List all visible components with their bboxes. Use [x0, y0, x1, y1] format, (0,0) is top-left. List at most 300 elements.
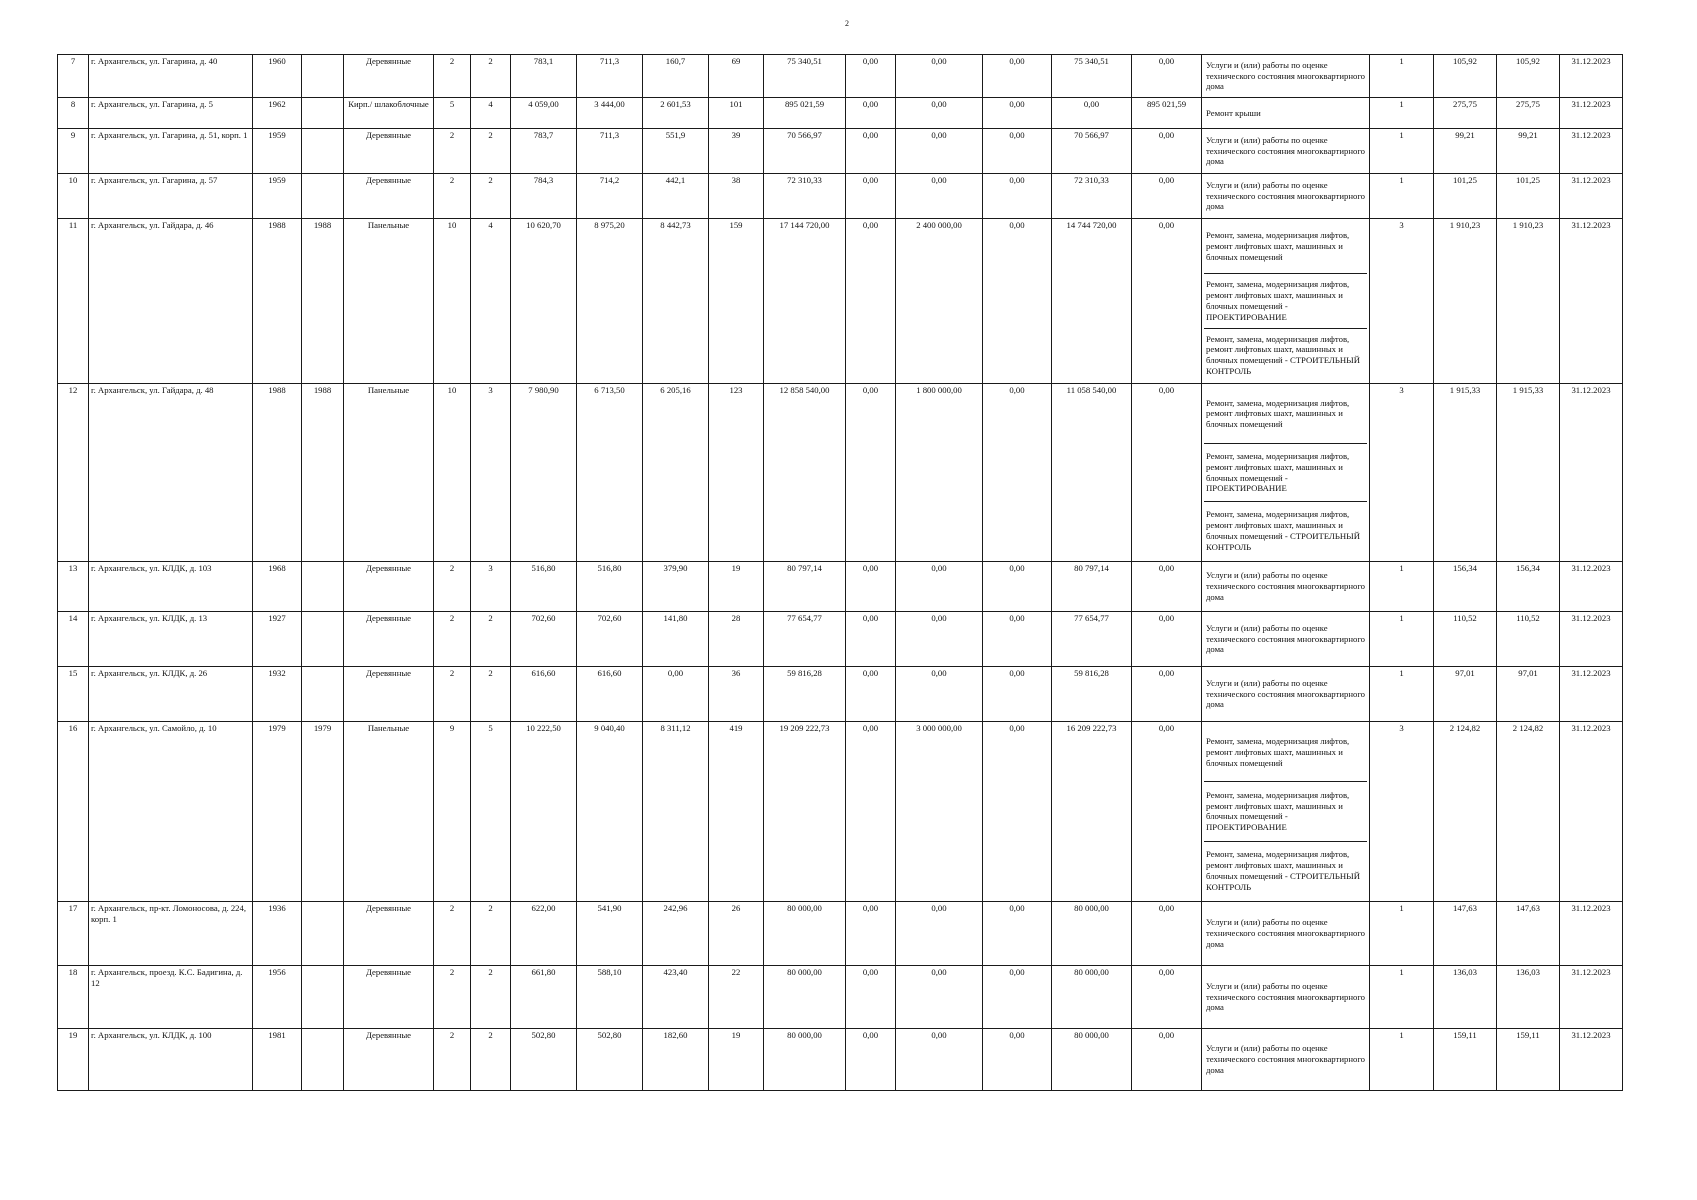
total-area-cell: 7 980,90 [511, 384, 577, 562]
work-type-item: Услуги и (или) работы по оценке технического состояния многоквартирного дома [1206, 570, 1366, 602]
total-cost-cell: 80 000,00 [764, 1029, 846, 1091]
other-funds-cell: 0,00 [1132, 562, 1202, 612]
unit-cost-cell: 147,63 [1434, 902, 1497, 966]
other-funds-cell: 0,00 [1132, 966, 1202, 1029]
fund-cell: 0,00 [846, 722, 896, 902]
work-type-item: Ремонт, замена, модернизация лифтов, ремонт лифтовых шахт, машинных и блочных помещений - ПРОЕКТИРОВАНИЕ [1204, 443, 1367, 502]
wall-material-cell: Кирп./ шлакоблочные [344, 98, 434, 129]
residents-cell: 69 [709, 55, 764, 98]
premises-area-cell: 3 444,00 [577, 98, 643, 129]
other-funds-cell: 0,00 [1132, 902, 1202, 966]
residents-cell: 39 [709, 129, 764, 174]
year-built-cell: 1960 [253, 55, 302, 98]
fund-cell: 0,00 [846, 1029, 896, 1091]
entrances-cell: 2 [471, 55, 511, 98]
floors-cell: 2 [434, 667, 471, 722]
fund-cell: 0,00 [846, 98, 896, 129]
local-budget-cell: 0,00 [983, 902, 1052, 966]
work-count-cell: 3 [1370, 384, 1434, 562]
other-funds-cell: 0,00 [1132, 1029, 1202, 1091]
regional-budget-cell: 3 000 000,00 [896, 722, 983, 902]
other-funds-cell: 0,00 [1132, 722, 1202, 902]
owners-funds-cell: 72 310,33 [1052, 174, 1132, 219]
regional-budget-cell: 0,00 [896, 174, 983, 219]
table-row [58, 902, 1623, 966]
table-row [58, 129, 1623, 174]
local-budget-cell: 0,00 [983, 219, 1052, 384]
regional-budget-cell: 0,00 [896, 612, 983, 667]
total-area-cell: 783,1 [511, 55, 577, 98]
regional-budget-cell: 0,00 [896, 562, 983, 612]
regional-budget-cell: 0,00 [896, 1029, 983, 1091]
row-number: 18 [58, 966, 89, 1029]
deadline-cell: 31.12.2023 [1560, 174, 1623, 219]
entrances-cell: 2 [471, 612, 511, 667]
fund-cell: 0,00 [846, 174, 896, 219]
work-count-cell: 1 [1370, 902, 1434, 966]
residents-cell: 123 [709, 384, 764, 562]
deadline-cell: 31.12.2023 [1560, 98, 1623, 129]
regional-budget-cell: 0,00 [896, 902, 983, 966]
wall-material-cell: Деревянные [344, 902, 434, 966]
entrances-cell: 2 [471, 902, 511, 966]
premises-area-cell: 702,60 [577, 612, 643, 667]
work-types-cell [1202, 174, 1370, 219]
total-cost-cell: 19 209 222,73 [764, 722, 846, 902]
floors-cell: 2 [434, 966, 471, 1029]
other-funds-cell: 0,00 [1132, 667, 1202, 722]
year-renovation-cell [302, 902, 344, 966]
work-type-item: Услуги и (или) работы по оценке технического состояния многоквартирного дома [1206, 622, 1366, 655]
unit-cost-cell: 275,75 [1434, 98, 1497, 129]
fund-cell: 0,00 [846, 902, 896, 966]
regional-budget-cell: 0,00 [896, 966, 983, 1029]
total-area-cell: 661,80 [511, 966, 577, 1029]
floors-cell: 2 [434, 1029, 471, 1091]
wall-material-cell: Деревянные [344, 1029, 434, 1091]
unit-cost-cell: 1 915,33 [1434, 384, 1497, 562]
limit-cost-cell: 159,11 [1497, 1029, 1560, 1091]
work-type-item: Ремонт, замена, модернизация лифтов, ремонт лифтовых шахт, машинных и блочных помещений - ПРОЕКТИРОВАНИЕ [1204, 781, 1367, 840]
residents-cell: 26 [709, 902, 764, 966]
entrances-cell: 3 [471, 384, 511, 562]
address-cell: г. Архангельск, ул. Гайдара, д. 46 [89, 219, 253, 384]
unit-cost-cell: 136,03 [1434, 966, 1497, 1029]
limit-cost-cell: 2 124,82 [1497, 722, 1560, 902]
row-number: 19 [58, 1029, 89, 1091]
work-types-cell [1202, 562, 1370, 612]
owners-funds-cell: 80 797,14 [1052, 562, 1132, 612]
local-budget-cell: 0,00 [983, 98, 1052, 129]
unit-cost-cell: 156,34 [1434, 562, 1497, 612]
capital-repair-table [57, 54, 1623, 1091]
other-funds-cell: 895 021,59 [1132, 98, 1202, 129]
residents-cell: 101 [709, 98, 764, 129]
wall-material-cell: Деревянные [344, 612, 434, 667]
entrances-cell: 2 [471, 129, 511, 174]
table-row [58, 55, 1623, 98]
local-budget-cell: 0,00 [983, 129, 1052, 174]
work-type-item: Ремонт, замена, модернизация лифтов, ремонт лифтовых шахт, машинных и блочных помещений - СТРОИТЕЛЬНЫЙ КОНТРОЛЬ [1204, 841, 1367, 900]
total-cost-cell: 59 816,28 [764, 667, 846, 722]
premises-area-cell: 714,2 [577, 174, 643, 219]
unit-cost-cell: 105,92 [1434, 55, 1497, 98]
work-count-cell: 1 [1370, 612, 1434, 667]
fund-cell: 0,00 [846, 562, 896, 612]
premises-area-cell: 711,3 [577, 55, 643, 98]
residents-cell: 38 [709, 174, 764, 219]
residential-area-cell: 182,60 [643, 1029, 709, 1091]
unit-cost-cell: 110,52 [1434, 612, 1497, 667]
year-built-cell: 1927 [253, 612, 302, 667]
table-row [58, 612, 1623, 667]
wall-material-cell: Деревянные [344, 562, 434, 612]
premises-area-cell: 502,80 [577, 1029, 643, 1091]
residential-area-cell: 2 601,53 [643, 98, 709, 129]
total-cost-cell: 72 310,33 [764, 174, 846, 219]
local-budget-cell: 0,00 [983, 55, 1052, 98]
limit-cost-cell: 97,01 [1497, 667, 1560, 722]
address-cell: г. Архангельск, пр-кт. Ломоносова, д. 224, корп. 1 [89, 902, 253, 966]
other-funds-cell: 0,00 [1132, 174, 1202, 219]
address-cell: г. Архангельск, ул. КЛДК, д. 103 [89, 562, 253, 612]
total-area-cell: 516,80 [511, 562, 577, 612]
total-area-cell: 616,60 [511, 667, 577, 722]
unit-cost-cell: 101,25 [1434, 174, 1497, 219]
year-renovation-cell [302, 174, 344, 219]
limit-cost-cell: 136,03 [1497, 966, 1560, 1029]
entrances-cell: 2 [471, 1029, 511, 1091]
total-cost-cell: 17 144 720,00 [764, 219, 846, 384]
work-types-cell [1202, 384, 1370, 562]
total-area-cell: 10 222,50 [511, 722, 577, 902]
owners-funds-cell: 16 209 222,73 [1052, 722, 1132, 902]
work-count-cell: 1 [1370, 129, 1434, 174]
year-built-cell: 1968 [253, 562, 302, 612]
year-built-cell: 1956 [253, 966, 302, 1029]
work-types-cell [1202, 98, 1370, 129]
year-renovation-cell [302, 129, 344, 174]
entrances-cell: 5 [471, 722, 511, 902]
work-type-item: Ремонт, замена, модернизация лифтов, ремонт лифтовых шахт, машинных и блочных помещений [1206, 230, 1350, 263]
floors-cell: 5 [434, 98, 471, 129]
work-count-cell: 1 [1370, 1029, 1434, 1091]
table-row [58, 667, 1623, 722]
work-count-cell: 3 [1370, 722, 1434, 902]
total-area-cell: 4 059,00 [511, 98, 577, 129]
address-cell: г. Архангельск, ул. Гайдара, д. 48 [89, 384, 253, 562]
local-budget-cell: 0,00 [983, 612, 1052, 667]
work-type-item: Услуги и (или) работы по оценке технического состояния многоквартирного дома [1206, 980, 1366, 1013]
row-number: 14 [58, 612, 89, 667]
row-number: 15 [58, 667, 89, 722]
other-funds-cell: 0,00 [1132, 55, 1202, 98]
owners-funds-cell: 0,00 [1052, 98, 1132, 129]
floors-cell: 9 [434, 722, 471, 902]
row-number: 17 [58, 902, 89, 966]
address-cell: г. Архангельск, ул. Гагарина, д. 57 [89, 174, 253, 219]
owners-funds-cell: 80 000,00 [1052, 902, 1132, 966]
row-number: 13 [58, 562, 89, 612]
owners-funds-cell: 75 340,51 [1052, 55, 1132, 98]
local-budget-cell: 0,00 [983, 667, 1052, 722]
residents-cell: 19 [709, 562, 764, 612]
floors-cell: 2 [434, 612, 471, 667]
work-types-cell [1202, 1029, 1370, 1091]
floors-cell: 10 [434, 384, 471, 562]
work-count-cell: 1 [1370, 562, 1434, 612]
wall-material-cell: Деревянные [344, 174, 434, 219]
year-built-cell: 1962 [253, 98, 302, 129]
work-count-cell: 3 [1370, 219, 1434, 384]
unit-cost-cell: 1 910,23 [1434, 219, 1497, 384]
work-types-cell [1202, 667, 1370, 722]
work-types-cell [1202, 612, 1370, 667]
year-built-cell: 1988 [253, 219, 302, 384]
address-cell: г. Архангельск, ул. Самойло, д. 10 [89, 722, 253, 902]
floors-cell: 2 [434, 562, 471, 612]
deadline-cell: 31.12.2023 [1560, 722, 1623, 902]
wall-material-cell: Панельные [344, 722, 434, 902]
year-renovation-cell [302, 98, 344, 129]
work-types-cell [1202, 219, 1370, 384]
total-area-cell: 502,80 [511, 1029, 577, 1091]
fund-cell: 0,00 [846, 384, 896, 562]
work-type-item: Услуги и (или) работы по оценке технического состояния многоквартирного дома [1206, 59, 1366, 92]
owners-funds-cell: 80 000,00 [1052, 966, 1132, 1029]
year-renovation-cell: 1988 [302, 384, 344, 562]
fund-cell: 0,00 [846, 667, 896, 722]
address-cell: г. Архангельск, ул. КЛДК, д. 13 [89, 612, 253, 667]
work-type-item: Услуги и (или) работы по оценке технического состояния многоквартирного дома [1206, 917, 1366, 949]
year-renovation-cell [302, 562, 344, 612]
wall-material-cell: Панельные [344, 384, 434, 562]
floors-cell: 2 [434, 129, 471, 174]
local-budget-cell: 0,00 [983, 966, 1052, 1029]
fund-cell: 0,00 [846, 612, 896, 667]
year-built-cell: 1936 [253, 902, 302, 966]
table-row [58, 1029, 1623, 1091]
work-types-cell [1202, 55, 1370, 98]
work-type-item: Ремонт крыши [1206, 107, 1261, 118]
year-renovation-cell [302, 966, 344, 1029]
work-type-item: Ремонт, замена, модернизация лифтов, ремонт лифтовых шахт, машинных и блочных помещений [1206, 735, 1350, 768]
premises-area-cell: 9 040,40 [577, 722, 643, 902]
owners-funds-cell: 77 654,77 [1052, 612, 1132, 667]
premises-area-cell: 616,60 [577, 667, 643, 722]
work-type-item: Услуги и (или) работы по оценке технического состояния многоквартирного дома [1206, 677, 1366, 710]
local-budget-cell: 0,00 [983, 384, 1052, 562]
residential-area-cell: 6 205,16 [643, 384, 709, 562]
premises-area-cell: 711,3 [577, 129, 643, 174]
floors-cell: 2 [434, 902, 471, 966]
year-built-cell: 1988 [253, 384, 302, 562]
year-built-cell: 1959 [253, 129, 302, 174]
fund-cell: 0,00 [846, 966, 896, 1029]
total-cost-cell: 75 340,51 [764, 55, 846, 98]
row-number: 16 [58, 722, 89, 902]
premises-area-cell: 588,10 [577, 966, 643, 1029]
work-types-cell [1202, 722, 1370, 902]
work-type-item: Ремонт, замена, модернизация лифтов, ремонт лифтовых шахт, машинных и блочных помещений - СТРОИТЕЛЬНЫЙ КОНТРОЛЬ [1204, 328, 1367, 382]
deadline-cell: 31.12.2023 [1560, 384, 1623, 562]
residential-area-cell: 141,80 [643, 612, 709, 667]
other-funds-cell: 0,00 [1132, 129, 1202, 174]
total-area-cell: 10 620,70 [511, 219, 577, 384]
fund-cell: 0,00 [846, 129, 896, 174]
address-cell: г. Архангельск, ул. КЛДК, д. 100 [89, 1029, 253, 1091]
owners-funds-cell: 70 566,97 [1052, 129, 1132, 174]
unit-cost-cell: 159,11 [1434, 1029, 1497, 1091]
row-number: 11 [58, 219, 89, 384]
work-count-cell: 1 [1370, 174, 1434, 219]
other-funds-cell: 0,00 [1132, 612, 1202, 667]
residents-cell: 22 [709, 966, 764, 1029]
regional-budget-cell: 2 400 000,00 [896, 219, 983, 384]
owners-funds-cell: 59 816,28 [1052, 667, 1132, 722]
residents-cell: 159 [709, 219, 764, 384]
limit-cost-cell: 105,92 [1497, 55, 1560, 98]
residential-area-cell: 242,96 [643, 902, 709, 966]
total-cost-cell: 895 021,59 [764, 98, 846, 129]
row-number: 10 [58, 174, 89, 219]
limit-cost-cell: 156,34 [1497, 562, 1560, 612]
deadline-cell: 31.12.2023 [1560, 1029, 1623, 1091]
premises-area-cell: 516,80 [577, 562, 643, 612]
work-count-cell: 1 [1370, 667, 1434, 722]
deadline-cell: 31.12.2023 [1560, 902, 1623, 966]
year-renovation-cell [302, 1029, 344, 1091]
deadline-cell: 31.12.2023 [1560, 612, 1623, 667]
limit-cost-cell: 275,75 [1497, 98, 1560, 129]
year-renovation-cell [302, 55, 344, 98]
work-count-cell: 1 [1370, 55, 1434, 98]
address-cell: г. Архангельск, ул. Гагарина, д. 5 [89, 98, 253, 129]
premises-area-cell: 541,90 [577, 902, 643, 966]
unit-cost-cell: 99,21 [1434, 129, 1497, 174]
entrances-cell: 4 [471, 219, 511, 384]
year-built-cell: 1932 [253, 667, 302, 722]
year-renovation-cell [302, 667, 344, 722]
owners-funds-cell: 11 058 540,00 [1052, 384, 1132, 562]
residents-cell: 19 [709, 1029, 764, 1091]
residential-area-cell: 8 442,73 [643, 219, 709, 384]
table-row [58, 722, 1623, 902]
deadline-cell: 31.12.2023 [1560, 562, 1623, 612]
total-area-cell: 702,60 [511, 612, 577, 667]
residential-area-cell: 442,1 [643, 174, 709, 219]
work-type-item: Ремонт, замена, модернизация лифтов, ремонт лифтовых шахт, машинных и блочных помещений - СТРОИТЕЛЬНЫЙ КОНТРОЛЬ [1204, 501, 1367, 560]
table-row [58, 966, 1623, 1029]
work-count-cell: 1 [1370, 966, 1434, 1029]
wall-material-cell: Деревянные [344, 55, 434, 98]
work-count-cell: 1 [1370, 98, 1434, 129]
address-cell: г. Архангельск, проезд. К.С. Бадигина, д. 12 [89, 966, 253, 1029]
residential-area-cell: 8 311,12 [643, 722, 709, 902]
work-types-cell [1202, 129, 1370, 174]
entrances-cell: 2 [471, 966, 511, 1029]
regional-budget-cell: 0,00 [896, 98, 983, 129]
limit-cost-cell: 101,25 [1497, 174, 1560, 219]
address-cell: г. Архангельск, ул. КЛДК, д. 26 [89, 667, 253, 722]
work-types-cell [1202, 966, 1370, 1029]
work-type-item: Услуги и (или) работы по оценке технического состояния многоквартирного дома [1206, 1043, 1366, 1075]
limit-cost-cell: 99,21 [1497, 129, 1560, 174]
other-funds-cell: 0,00 [1132, 219, 1202, 384]
fund-cell: 0,00 [846, 55, 896, 98]
table-row [58, 384, 1623, 562]
deadline-cell: 31.12.2023 [1560, 219, 1623, 384]
limit-cost-cell: 147,63 [1497, 902, 1560, 966]
entrances-cell: 3 [471, 562, 511, 612]
row-number: 8 [58, 98, 89, 129]
deadline-cell: 31.12.2023 [1560, 129, 1623, 174]
wall-material-cell: Деревянные [344, 966, 434, 1029]
local-budget-cell: 0,00 [983, 1029, 1052, 1091]
regional-budget-cell: 0,00 [896, 667, 983, 722]
residents-cell: 28 [709, 612, 764, 667]
total-area-cell: 783,7 [511, 129, 577, 174]
year-built-cell: 1959 [253, 174, 302, 219]
residents-cell: 36 [709, 667, 764, 722]
residential-area-cell: 160,7 [643, 55, 709, 98]
entrances-cell: 2 [471, 667, 511, 722]
deadline-cell: 31.12.2023 [1560, 667, 1623, 722]
year-renovation-cell: 1979 [302, 722, 344, 902]
wall-material-cell: Деревянные [344, 667, 434, 722]
regional-budget-cell: 0,00 [896, 55, 983, 98]
local-budget-cell: 0,00 [983, 722, 1052, 902]
work-type-item: Ремонт, замена, модернизация лифтов, ремонт лифтовых шахт, машинных и блочных помещений [1206, 397, 1350, 430]
total-area-cell: 784,3 [511, 174, 577, 219]
residential-area-cell: 423,40 [643, 966, 709, 1029]
entrances-cell: 2 [471, 174, 511, 219]
table-row [58, 562, 1623, 612]
deadline-cell: 31.12.2023 [1560, 55, 1623, 98]
year-renovation-cell: 1988 [302, 219, 344, 384]
work-type-item: Услуги и (или) работы по оценке технического состояния многоквартирного дома [1206, 179, 1366, 212]
local-budget-cell: 0,00 [983, 174, 1052, 219]
table-row [58, 98, 1623, 129]
floors-cell: 10 [434, 219, 471, 384]
year-renovation-cell [302, 612, 344, 667]
regional-budget-cell: 1 800 000,00 [896, 384, 983, 562]
residential-area-cell: 551,9 [643, 129, 709, 174]
page-number: 2 [845, 19, 849, 28]
wall-material-cell: Деревянные [344, 129, 434, 174]
table-row [58, 219, 1623, 384]
premises-area-cell: 6 713,50 [577, 384, 643, 562]
unit-cost-cell: 97,01 [1434, 667, 1497, 722]
entrances-cell: 4 [471, 98, 511, 129]
total-cost-cell: 12 858 540,00 [764, 384, 846, 562]
owners-funds-cell: 14 744 720,00 [1052, 219, 1132, 384]
owners-funds-cell: 80 000,00 [1052, 1029, 1132, 1091]
work-type-item: Услуги и (или) работы по оценке технического состояния многоквартирного дома [1206, 134, 1366, 167]
residential-area-cell: 379,90 [643, 562, 709, 612]
other-funds-cell: 0,00 [1132, 384, 1202, 562]
address-cell: г. Архангельск, ул. Гагарина, д. 40 [89, 55, 253, 98]
work-types-cell [1202, 902, 1370, 966]
fund-cell: 0,00 [846, 219, 896, 384]
work-type-item: Ремонт, замена, модернизация лифтов, ремонт лифтовых шахт, машинных и блочных помещений - ПРОЕКТИРОВАНИЕ [1204, 273, 1367, 327]
premises-area-cell: 8 975,20 [577, 219, 643, 384]
table-row [58, 174, 1623, 219]
floors-cell: 2 [434, 55, 471, 98]
row-number: 7 [58, 55, 89, 98]
year-built-cell: 1981 [253, 1029, 302, 1091]
floors-cell: 2 [434, 174, 471, 219]
